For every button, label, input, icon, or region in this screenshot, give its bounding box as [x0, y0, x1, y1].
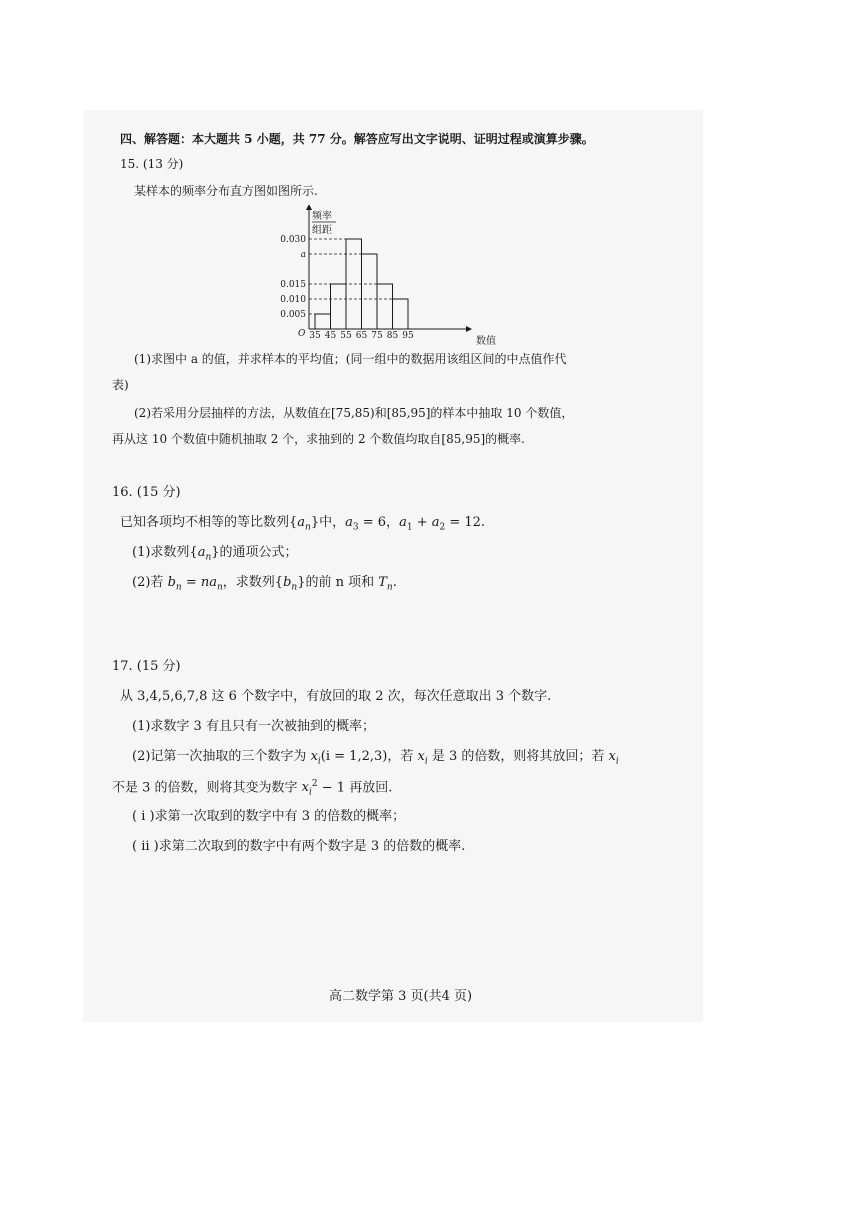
q16-part1: (1)求数列$\{a_n\}$的通项公式； — [132, 545, 298, 563]
q17-part1: (1)求数字 3 有且只有一次被抽到的概率； — [132, 719, 375, 734]
histogram-bar — [393, 299, 409, 329]
x-tick-label: 45 — [324, 331, 337, 341]
q17-subquestion-1: ( ⅰ )求第一次取到的数字中有 3 的倍数的概率； — [132, 809, 406, 824]
x-axis-label: 数值 — [476, 336, 496, 347]
x-tick-label: 85 — [386, 331, 399, 341]
x-tick-label: 65 — [355, 331, 368, 341]
histogram-bar — [362, 254, 378, 329]
origin-label: O — [298, 329, 306, 339]
y-tick-label: 0.030 — [280, 235, 306, 245]
q16-part2: (2)若 $b_n = na_n$，求数列$\{b_n\}$的前 n 项和 $T_n$. — [132, 575, 397, 593]
histogram-x-tick-labels — [309, 331, 414, 341]
q15-part1-line1: (1)求图中 a 的值，并求样本的平均值；(同一组中的数据用该组区间的中点值作代 — [134, 352, 567, 366]
q16-stem: 已知各项均不相等的等比数列$\{a_n\}$中，$a_3 = 6$，$a_1 + a_2 = 12$. — [120, 515, 486, 533]
q17-part2-line1: (2)记第一次抽取的三个数字为 $x_i(i = 1,2,3)$，若 $x_i$ 是 3 的倍数，则将其放回；若 $x_i$ — [132, 749, 619, 767]
histogram-bars — [315, 239, 408, 329]
y-axis-label-top: 频率 — [312, 211, 332, 222]
q17-subquestion-2: ( ⅱ )求第二次取到的数字中有两个数字是 3 的倍数的概率. — [132, 839, 466, 854]
y-axis-arrow-icon — [306, 205, 312, 210]
q15-header: 15. (13 分) — [120, 157, 184, 171]
x-tick-label: 35 — [309, 331, 321, 341]
page-footer: 高二数学第 3 页(共4 页) — [329, 989, 473, 1004]
y-tick-label: a — [300, 250, 306, 260]
y-tick-label: 0.010 — [280, 295, 306, 305]
q16-header: 16. (15 分) — [112, 485, 181, 500]
histogram-bar — [331, 284, 347, 329]
q17-part2-line2: 不是 3 的倍数，则将其变为数字 $x_i^2 - 1$ 再放回. — [112, 779, 393, 798]
x-tick-label: 75 — [371, 331, 383, 341]
q15-intro: 某样本的频率分布直方图如图所示. — [134, 184, 318, 198]
x-tick-label: 95 — [402, 331, 414, 341]
q15-part2-line2: 再从这 10 个数值中随机抽取 2 个，求抽到的 2 个数值均取自[85,95]的概率. — [112, 432, 525, 446]
frequency-histogram — [272, 205, 504, 350]
section-heading: 四、解答题：本大题共 5 小题，共 77 分。解答应写出文字说明、证明过程或演算步骤。 — [120, 132, 594, 146]
q15-part1-line2: 表) — [112, 378, 129, 392]
q15-part2-line1: (2)若采用分层抽样的方法，从数值在[75,85)和[85,95]的样本中抽取 10 个数值， — [134, 406, 574, 420]
x-axis-arrow-icon — [466, 326, 472, 332]
q17-stem: 从 3,4,5,6,7,8 这 6 个数字中，有放回的取 2 次，每次任意取出 3 个数字. — [120, 689, 552, 704]
y-axis-label-bottom: 组距 — [312, 225, 332, 236]
histogram-bar — [377, 284, 393, 329]
y-tick-label: 0.005 — [280, 310, 306, 320]
histogram-bar — [315, 314, 331, 329]
q17-header: 17. (15 分) — [112, 659, 181, 674]
y-tick-label: 0.015 — [280, 280, 306, 290]
histogram-y-tick-labels — [280, 235, 306, 320]
histogram-guides — [309, 239, 393, 314]
x-tick-label: 55 — [340, 331, 352, 341]
